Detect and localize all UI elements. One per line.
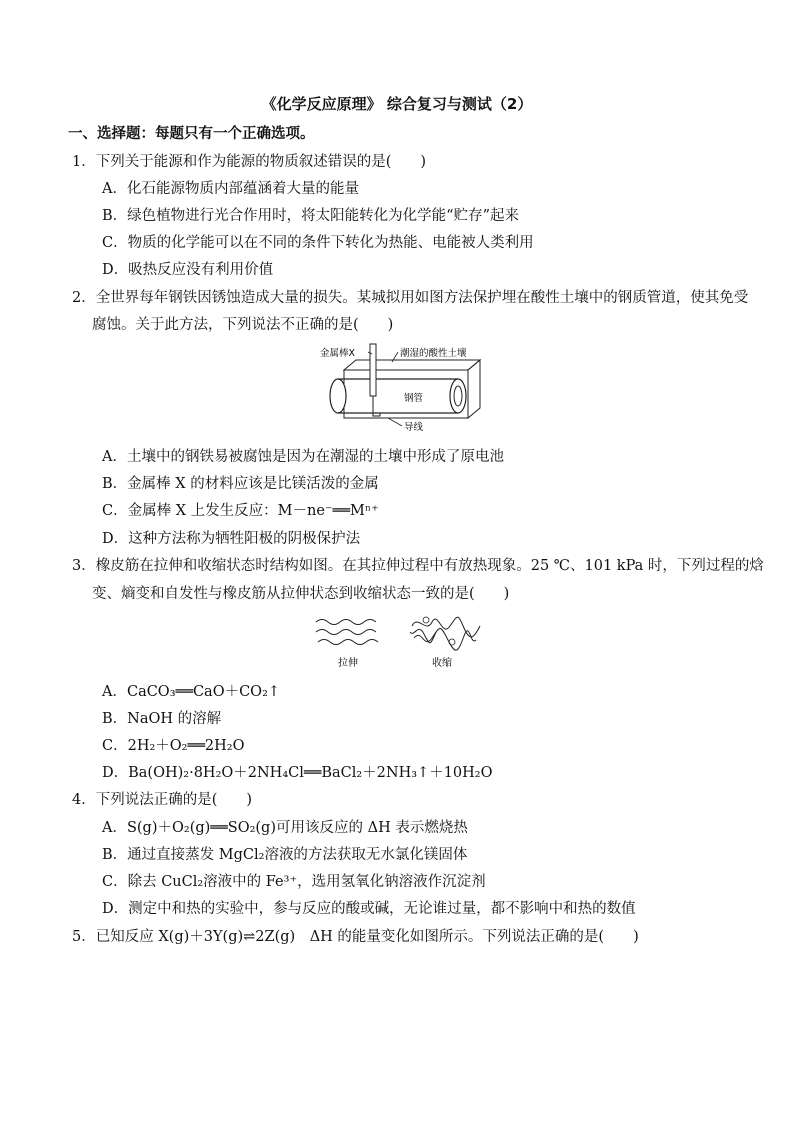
question-5-stem: 5．已知反应 X(g)＋3Y(g)⇌2Z(g) ΔH 的能量变化如图所示。下列说法正确的是( ) [72,929,639,945]
diagram-label-pipe: 钢管 [404,393,424,404]
question-3-option-c: C．2H₂＋O₂══2H₂O [102,738,245,754]
question-2-option-d: D．这种方法称为牺牲阳极的阴极保护法 [102,531,361,547]
diagram-label-soil: 潮湿的酸性土壤 [400,348,467,359]
question-3-option-b: B．NaOH 的溶解 [102,711,222,727]
section-heading: 一、选择题：每题只有一个正确选项。 [68,126,315,142]
question-1-option-c: C．物质的化学能可以在不同的条件下转化为热能、电能被人类利用 [102,235,534,251]
question-1-stem: 1．下列关于能源和作为能源的物质叙述错误的是( ) [72,154,427,170]
diagram-label-stretched: 拉伸 [338,658,358,669]
question-3-option-d: D．Ba(OH)₂·8H₂O＋2NH₄Cl══BaCl₂＋2NH₃↑＋10H₂O [102,765,493,781]
question-4-option-b: B．通过直接蒸发 MgCl₂溶液的方法获取无水氯化镁固体 [102,847,468,863]
diagram-label-wire: 导线 [404,422,424,432]
page-title: 《化学反应原理》 综合复习与测试（2） [261,95,533,113]
pipe-protection-diagram [318,340,498,432]
question-2-stem-line-2: 腐蚀。关于此方法，下列说法不正确的是( ) [92,317,394,333]
question-4-stem: 4．下列说法正确的是( ) [72,792,253,808]
question-1-option-a: A．化石能源物质内部蕴涵着大量的能量 [102,181,359,197]
question-2-stem-line-1: 2．全世界每年钢铁因锈蚀造成大量的损失。某城拟用如图方法保护埋在酸性土壤中的钢质管道，使其免受 [72,290,749,306]
question-2-option-b: B．金属棒 X 的材料应该是比镁活泼的金属 [102,476,379,492]
question-3-stem-line-2: 变、熵变和自发性与橡皮筋从拉伸状态到收缩状态一致的是( ) [92,586,510,602]
question-4-option-d: D．测定中和热的实验中，参与反应的酸或碱，无论谁过量，都不影响中和热的数值 [102,901,636,917]
diagram-label-metal-rod: 金属棒X [320,348,356,359]
question-3-stem-line-1: 3．橡皮筋在拉伸和收缩状态时结构如图。在其拉伸过程中有放热现象。25 ℃、101 kPa 时，下列过程的焓 [72,558,764,574]
question-1-option-d: D．吸热反应没有利用价值 [102,262,274,278]
rubber-band-diagram [312,612,488,670]
question-3-option-a: A．CaCO₃══CaO＋CO₂↑ [102,684,281,700]
question-2-option-a: A．土壤中的钢铁易被腐蚀是因为在潮湿的土壤中形成了原电池 [102,449,504,465]
diagram-label-contracted: 收缩 [432,658,452,669]
question-1-option-b: B．绿色植物进行光合作用时，将太阳能转化为化学能“贮存”起来 [102,208,519,224]
question-4-option-a: A．S(g)＋O₂(g)══SO₂(g)可用该反应的 ΔH 表示燃烧热 [102,820,468,836]
question-2-option-c: C．金属棒 X 上发生反应：M－ne⁻══Mⁿ⁺ [102,503,379,519]
question-4-option-c: C．除去 CuCl₂溶液中的 Fe³⁺，选用氢氧化钠溶液作沉淀剂 [102,874,486,890]
